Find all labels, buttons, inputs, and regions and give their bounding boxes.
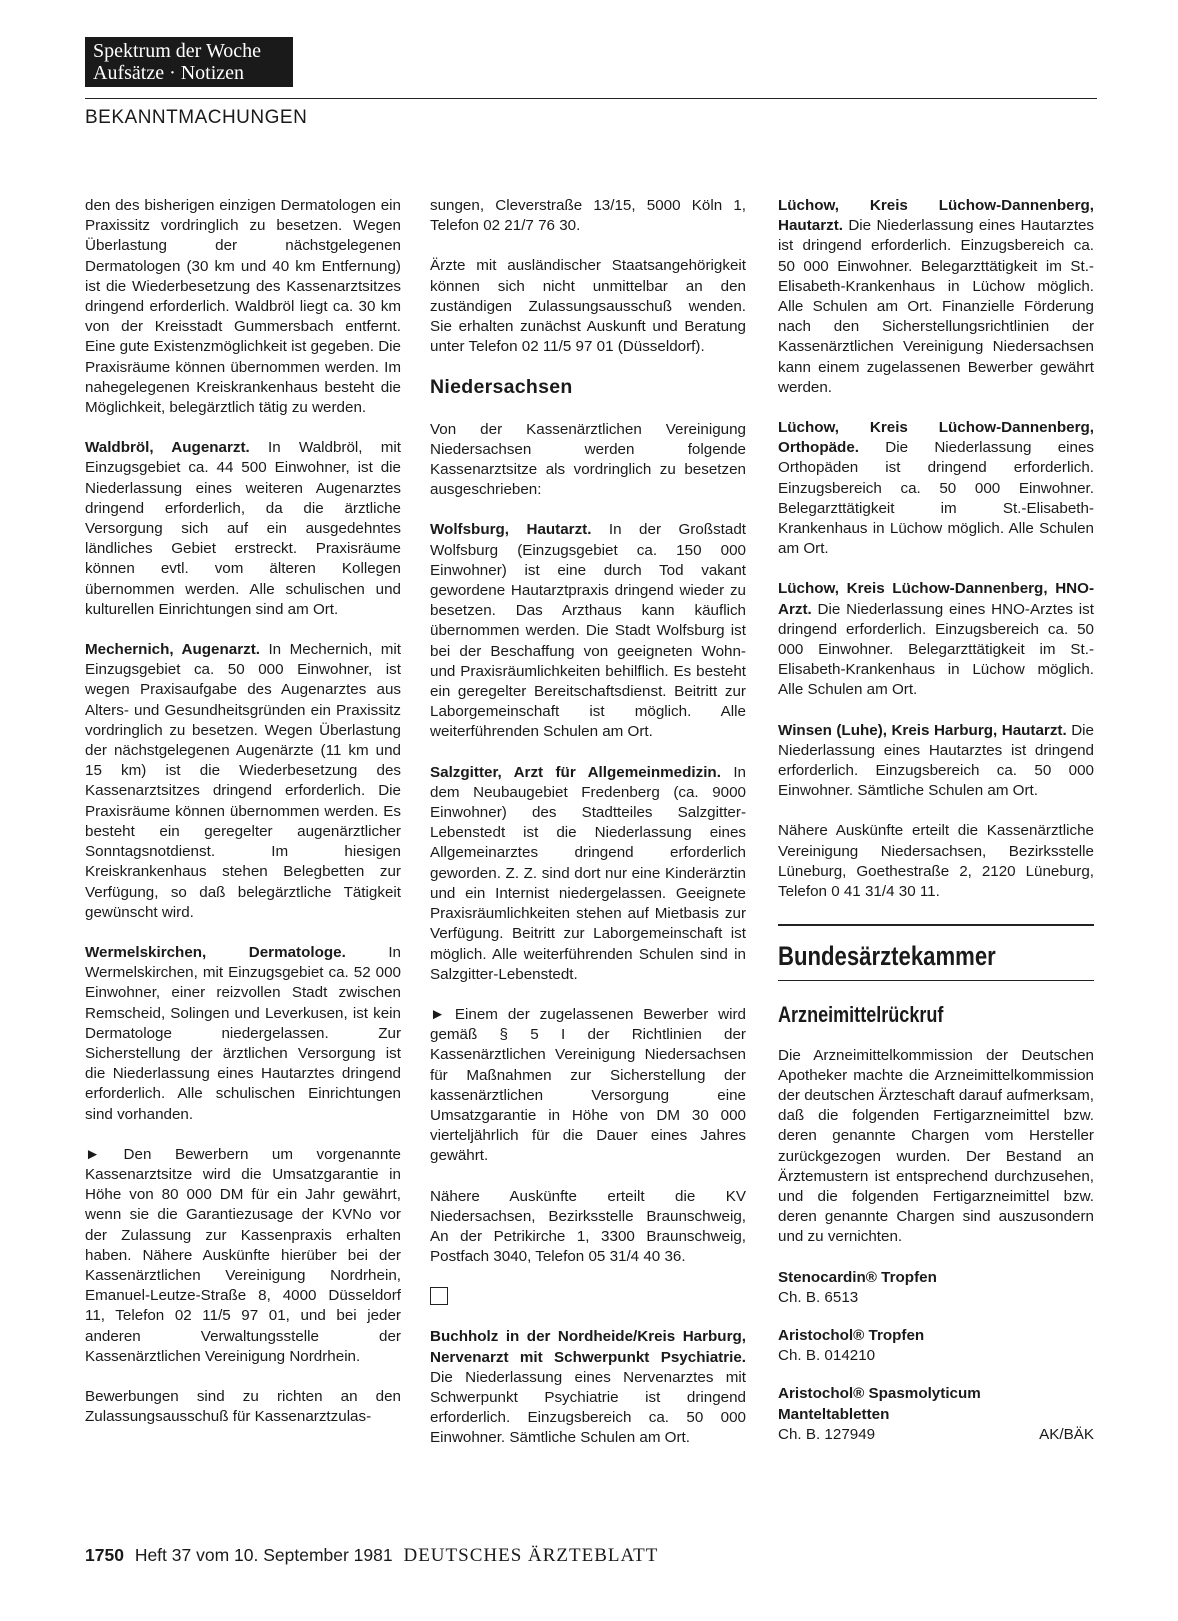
notice-body: In Wermelskirchen, mit Einzugsgebiet ca. 52 000 Einwohner, einer reizvollen Stadt zwischen Remscheid, Solingen und Leverkusen, ist kein Dermatologe niedergelassen. Zur Sicherstellung der ärztlichen Versorgung ist die Niederlassung eines Hautarztes dringend erforderlich. Alle schulischen Einrichtungen sind vorhanden.	[85, 943, 401, 1123]
drug-item	[778, 1268, 1094, 1308]
notice-heading: Salzgitter, Arzt für Allgemeinmedizin.	[430, 763, 721, 781]
notice-luechow-hno	[778, 579, 1094, 700]
notice-waldbroel	[85, 438, 401, 620]
header-line-2: Aufsätze · Notizen	[93, 62, 245, 84]
notice-body: Die Niederlassung eines Hautarztes ist dringend erforderlich. Einzugsbereich ca. 50 000 Einwohner. Sämtliche Schulen am Ort.	[778, 721, 1094, 800]
paragraph-intro: Von der Kassenärztlichen Vereinigung Niedersachsen werden folgende Kassenarztsitze als vordringlich zu besetzen ausgeschrieben:	[430, 420, 746, 499]
separator-square-icon	[430, 1287, 448, 1305]
journal-name: DEUTSCHES ÄRZTEBLATT	[403, 1545, 659, 1566]
column-3	[778, 196, 1094, 1463]
section-title: BEKANNTMACHUNGEN	[85, 107, 308, 128]
paragraph-contact: Nähere Auskünfte erteilt die Kassenärztliche Vereinigung Niedersachsen, Bezirksstelle Lüneburg, Goethestraße 2, 2120 Lüneburg, Telefon 0 41 31/4 30 11.	[778, 822, 1094, 901]
header-line-1: Spektrum der Woche	[93, 40, 261, 62]
column-1	[85, 196, 401, 1427]
notice-wolfsburg	[430, 520, 746, 742]
paragraph-applications: Bewerbungen sind zu richten an den Zulassungsausschuß für Kassenarztzulas-	[85, 1387, 401, 1426]
notice-body: Die Niederlassung eines Orthopäden ist dringend erforderlich. Einzugsbereich ca. 50 000 Einwohner. Belegarzttätigkeit im St.-Elisabeth-Krankenhaus in Lüchow möglich. Alle Schulen am Ort.	[778, 439, 1094, 558]
notice-luechow-hautarzt	[778, 196, 1094, 398]
notice-wermelskirchen	[85, 943, 401, 1125]
magazine-section-header	[85, 37, 293, 87]
divider	[778, 924, 1094, 926]
drug-name: Aristochol® Tropfen	[778, 1326, 925, 1344]
notice-body: In dem Neubaugebiet Fredenberg (ca. 9000 Einwohner) des Stadtteiles Salzgitter-Lebenstedt ist die Niederlassung eines Allgemeinarztes dringend erforderlich geworden. Z. Z. sind dort nur eine Kinderärztin und ein Internist niedergelassen. Geeignete Praxisräumlichkeiten stehen auf Mietbasis zur Verfügung. Beitritt zur Laborgemeinschaft ist möglich. Alle weiterführenden Schulen sind in Salzgitter-Lebenstedt.	[430, 763, 746, 983]
paragraph: den des bisherigen einzigen Dermatologen ein Praxissitz vordringlich zu besetzen. Wegen Überlastung der nächstgelegenen Dermatologen (30 km und 40 km Entfernung) ist die Wiederbesetzung des Kassenarztsitzes dringend erforderlich. Waldbröl liegt ca. 30 km von der Kreisstadt Gummersbach entfernt. Eine gute Existenzmöglichkeit ist gegeben. Die Praxisräume können übernommen werden. Im nahegelegenen Kreiskrankenhaus besteht die Möglichkeit, belegärztlich tätig zu werden.	[85, 197, 401, 417]
notice-salzgitter	[430, 763, 746, 985]
notice-heading: Lüchow, Kreis Lüchow-Dannenberg, HNO-Arzt.	[778, 580, 1094, 618]
drug-name: Aristochol® Spasmolyticum Manteltabletten	[778, 1385, 981, 1423]
page-footer	[85, 1545, 658, 1567]
drug-charge: Ch. B. 014210	[778, 1347, 876, 1365]
notice-body: Die Niederlassung eines Nervenarztes mit Schwerpunkt Psychiatrie ist dringend erforderlich. Einzugsbereich ca. 50 000 Einwohner. Sämtliche Schulen am Ort.	[430, 1368, 746, 1447]
notice-body: In Mechernich, mit Einzugsgebiet ca. 50 000 Einwohner, ist wegen Praxisaufgabe des Augenarztes aus Alters- und Gesundheitsgründen ein Praxissitz vordringlich zu besetzen. Wegen Überlastung der nächstgelegenen Augenärzte (11 km und 15 km) ist die Wiederbesetzung des Kassenarztsitzes dringend erforderlich. Die Praxisräume können übernommen werden. Es besteht ein geregelter augenärztlicher Sonntagsnotdienst. Im hiesigen Kreiskrankenhaus stehen Belegbetten zur Verfügung, so daß belegärztliche Tätigkeit gewünscht wird.	[85, 641, 402, 921]
paragraph-contact: Nähere Auskünfte erteilt die KV Niedersachsen, Bezirksstelle Braunschweig, An der Petrikirche 1, 3300 Braunschweig, Postfach 3040, Telefon 05 31/4 40 36.	[430, 1187, 746, 1266]
notice-heading: Lüchow, Kreis Lüchow-Dannenberg, Orthopäde.	[778, 419, 1094, 457]
heading-bundesaerztekammer: Bundesärztekammer	[778, 941, 996, 972]
paragraph-foreign-doctors: Ärzte mit ausländischer Staatsangehörigkeit können sich nicht unmittelbar an den zuständigen Zulassungsausschuß wenden. Sie erhalten zunächst Auskunft und Beratung unter Telefon 02 11/5 97 01 (Düsseldorf).	[430, 257, 746, 356]
notice-body: Die Niederlassung eines Hautarztes ist dringend erforderlich. Einzugsbereich ca. 50 000 Einwohner. Belegarzttätigkeit im St.-Elisabeth-Krankenhaus in Lüchow möglich. Alle Schulen am Ort. Finanzielle Förderung nach den Sicherstellungsrichtlinien der Kassenärztlichen Vereinigung Niedersachsen kann einem zugelassenen Bewerber gewährt werden.	[778, 217, 1094, 396]
paragraph: sungen, Cleverstraße 13/15, 5000 Köln 1, Telefon 02 21/7 76 30.	[430, 197, 746, 235]
notice-luechow-orthopaede	[778, 418, 1094, 559]
subheading-niedersachsen: Niedersachsen	[430, 376, 573, 399]
notice-winsen	[778, 721, 1094, 802]
page-number: 1750	[85, 1545, 124, 1565]
notice-heading: Wermelskirchen, Dermatologe.	[85, 943, 346, 961]
notice-heading: Lüchow, Kreis Lüchow-Dannenberg, Hautarzt.	[778, 197, 1094, 235]
notice-heading: Mechernich, Augenarzt.	[85, 641, 260, 659]
notice-buchholz	[430, 1327, 746, 1448]
notice-heading: Buchholz in der Nordheide/Kreis Harburg, Nervenarzt mit Schwerpunkt Psychiatrie.	[430, 1328, 746, 1366]
divider	[778, 980, 1094, 981]
notice-mechernich	[85, 640, 401, 923]
notice-body: In der Großstadt Wolfsburg (Einzugsgebiet ca. 150 000 Einwohner) ist eine durch Tod vakant gewordene Hautarztpraxis dringend wieder zu besetzen. Das Arzthaus kann käuflich übernommen werden. Die Stadt Wolfsburg ist bei der Beschaffung von geeigneten Wohn- und Praxisräumlichkeiten behilflich. Es besteht ein geregelter Bereitschaftsdienst. Beitritt zur Laborgemeinschaft ist möglich. Alle weiterführenden Schulen am Ort.	[430, 521, 746, 741]
signature: AK/BÄK	[1039, 1425, 1094, 1443]
issue-info: Heft 37 vom 10. September 1981	[134, 1545, 393, 1565]
notice-body: Die Niederlassung eines HNO-Arztes ist dringend erforderlich. Einzugsbereich ca. 50 000 Einwohner. Belegarzttätigkeit im St.-Elisabeth-Krankenhaus in Lüchow möglich. Alle Schulen am Ort.	[778, 600, 1094, 699]
notice-heading: Wolfsburg, Hautarzt.	[430, 521, 592, 539]
drug-item	[778, 1326, 1094, 1366]
drug-charge-line	[778, 1425, 1094, 1445]
drug-charge: Ch. B. 6513	[778, 1288, 859, 1306]
paragraph-guarantee: ► Einem der zugelassenen Bewerber wird gemäß § 5 I der Richtlinien der Kassenärztlichen Vereinigung Niedersachsen für Maßnahmen zur Sicherstellung der kassenärztlichen Versorgung eine Umsatzgarantie in Höhe von DM 30 000 vierteljährlich für die Dauer eines Jahres gewährt.	[430, 1005, 746, 1165]
drug-name: Stenocardin® Tropfen	[778, 1268, 937, 1286]
drug-item	[778, 1384, 1094, 1445]
paragraph-guarantee: ► Den Bewerbern um vorgenannte Kassenarztsitze wird die Umsatzgarantie in Höhe von 80 000 DM für ein Jahr gewährt, wenn sie die Garantiezusage der KVNo vor der Zulassung zur Kassenpraxis erhalten haben. Nähere Auskünfte hierüber bei der Kassenärztlichen Vereinigung Nordrhein, Emanuel-Leutze-Straße 8, 4000 Düsseldorf 11, Telefon 02 11/5 97 01, und bei jeder anderen Verwaltungsstelle der Kassenärztlichen Vereinigung Nordrhein.	[85, 1145, 401, 1365]
drug-charge: Ch. B. 127949	[778, 1425, 876, 1443]
column-2	[430, 196, 746, 1449]
notice-heading: Waldbröl, Augenarzt.	[85, 439, 250, 457]
notice-heading: Winsen (Luhe), Kreis Harburg, Hautarzt.	[778, 721, 1067, 739]
paragraph-recall: Die Arzneimittelkommission der Deutschen Apotheker machte die Arzneimittelkommission der deutschen Ärzteschaft darauf aufmerksam, daß die folgenden Fertigarzneimittel bzw. deren genannte Chargen vom Hersteller zurückgezogen wurden. Der Bestand an Ärztemustern ist entsprechend durchzusehen, und die folgenden Fertigarzneimittel bzw. deren genannte Chargen sind auszusondern und zu vernichten.	[778, 1046, 1094, 1246]
header-divider	[85, 98, 1097, 99]
notice-body: In Waldbröl, mit Einzugsgebiet ca. 44 500 Einwohner, ist die Niederlassung eines weiteren Augenarztes dringend erforderlich, da die ärztliche Versorgung sich auf ein ausgedehntes ländliches Gebiet erstreckt. Praxisräume können evtl. vom älteren Kollegen übernommen werden. Alle schulischen und kulturellen Einrichtungen sind am Ort.	[85, 439, 402, 618]
heading-arzneimittelrueckruf: Arzneimittelrückruf	[778, 1002, 944, 1028]
